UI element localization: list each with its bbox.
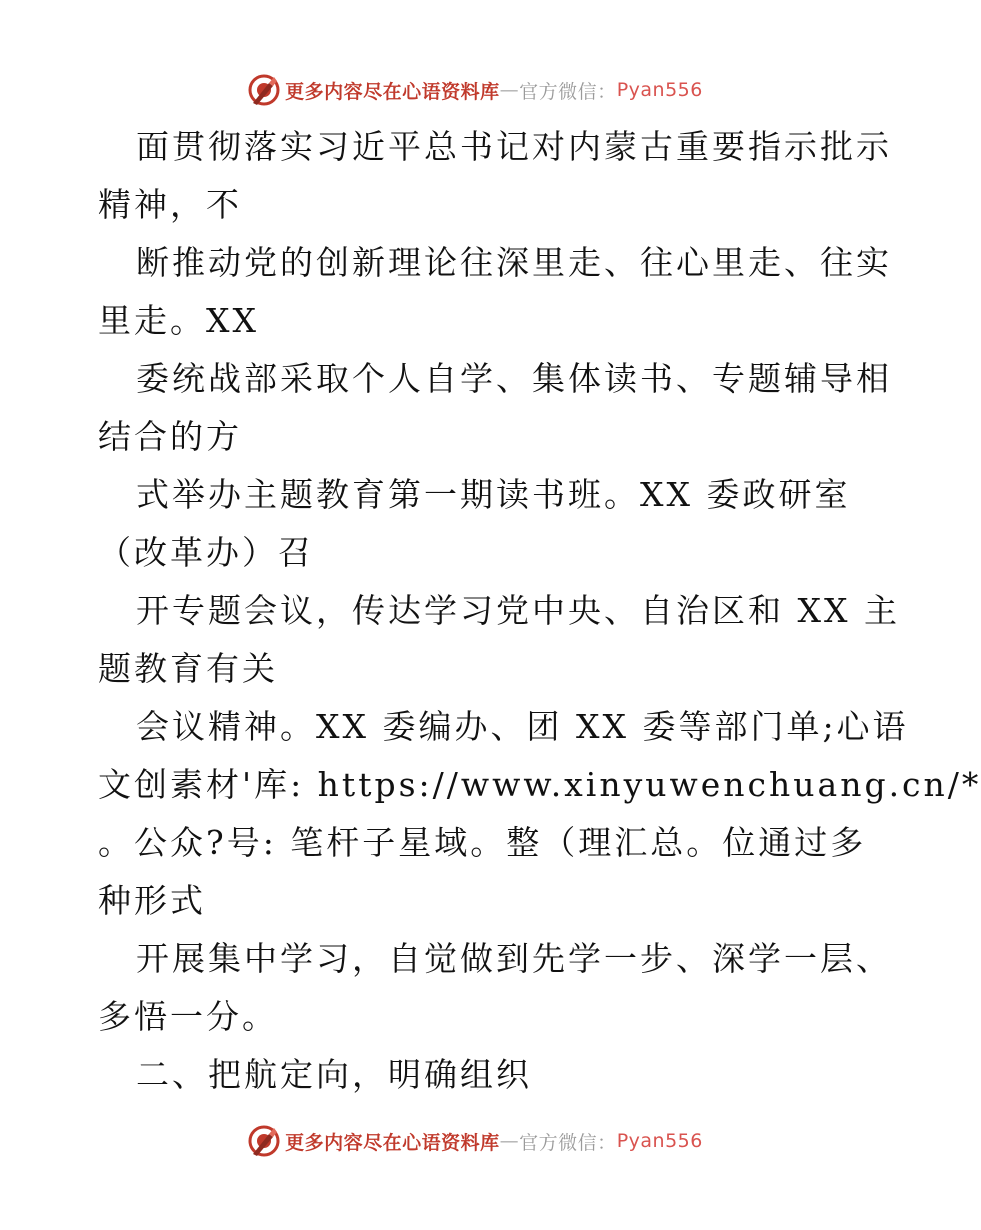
document-line: 种形式 (98, 881, 206, 920)
document-line: 题教育有关 (98, 649, 278, 688)
banner-wechat-id: Pyan556 (616, 79, 703, 101)
document-line: 式举办主题教育第一期读书班。XX 委政研室 (136, 475, 851, 514)
banner-dash: — (499, 1130, 520, 1152)
header-watermark-banner (0, 70, 950, 110)
document-line: （改革办）召 (98, 533, 314, 572)
banner-main-text: 更多内容尽在心语资料库 (285, 1131, 500, 1154)
banner-official-label: 官方微信： (519, 1131, 617, 1154)
document-line: 。公众?号: 笔杆子星域。整（理汇总。位通过多 (98, 823, 867, 862)
document-line: 断推动党的创新理论往深里走、往心里走、往实 (136, 243, 892, 282)
document-line: 多悟一分。 (98, 997, 278, 1036)
document-line: 二、把航定向，明确组织 (136, 1055, 532, 1094)
document-body (98, 118, 981, 1104)
document-line: 里走。XX (98, 301, 259, 340)
document-line: 结合的方 (98, 417, 242, 456)
document-line: 文创素材'库: https://www.xinyuwenchuang.cn/* (98, 765, 981, 804)
pen-logo-icon (247, 73, 281, 107)
banner-wechat-id: Pyan556 (616, 1130, 703, 1152)
banner-main-text: 更多内容尽在心语资料库 (285, 80, 500, 103)
document-line: 委统战部采取个人自学、集体读书、专题辅导相 (136, 359, 892, 398)
document-line: 开专题会议，传达学习党中央、自治区和 XX 主 (136, 591, 900, 630)
document-line: 面贯彻落实习近平总书记对内蒙古重要指示批示 (136, 127, 892, 166)
pen-logo-icon (247, 1124, 281, 1158)
document-line: 精神，不 (98, 185, 242, 224)
footer-watermark-banner (0, 1121, 950, 1161)
document-line: 开展集中学习，自觉做到先学一步、深学一层、 (136, 939, 892, 978)
document-line: 会议精神。XX 委编办、团 XX 委等部门单;心语 (136, 707, 909, 746)
banner-official-label: 官方微信： (519, 80, 617, 103)
banner-dash: — (499, 79, 520, 101)
